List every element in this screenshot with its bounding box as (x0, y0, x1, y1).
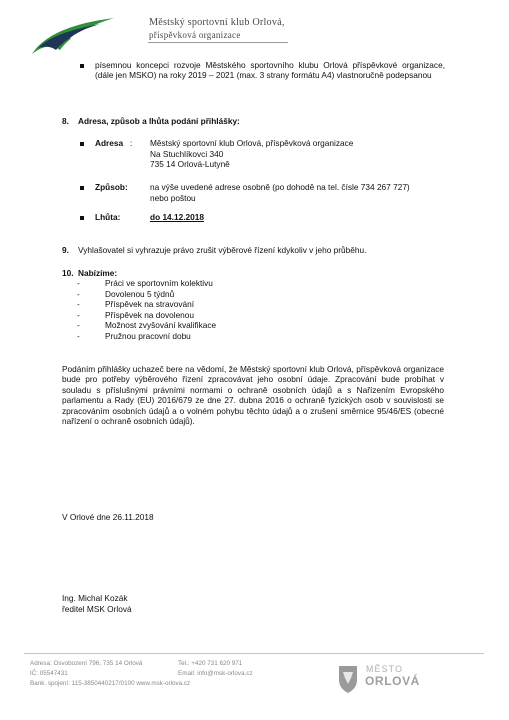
footer-email: Email: info@msk-orlova.cz (178, 670, 253, 677)
list-item-dash: - (77, 330, 80, 341)
org-name-line2: příspěvková organizace (149, 30, 241, 40)
city-coat-of-arms-icon (336, 664, 360, 694)
signatory-role: ředitel MSK Orlová (62, 604, 132, 614)
section10-number: 10. (62, 268, 74, 278)
city-logo-top: MĚSTO (366, 664, 404, 674)
list-item-dash: - (77, 309, 80, 320)
list-item: Dovolenou 5 týdnů (105, 288, 175, 299)
address-line-3: 735 14 Orlová-Lutyně (150, 159, 230, 169)
section10-title: Nabízíme: (78, 268, 118, 278)
bullet-icon (80, 186, 84, 190)
header (0, 0, 509, 56)
club-logo-icon (30, 14, 116, 58)
place-date: V Orlové dne 26.11.2018 (62, 512, 154, 522)
org-name-line1: Městský sportovní klub Orlová, (149, 17, 285, 28)
bullet-icon (80, 64, 84, 68)
footer-address: Adresa: Osvobození 796, 735 14 Orlová (30, 660, 143, 667)
bullet-icon (80, 216, 84, 220)
address-line-1: Městský sportovní klub Orlová, příspěvková organizace (150, 138, 354, 148)
deadline-label: Lhůta: (95, 212, 121, 222)
footer-rule (24, 653, 484, 654)
list-item: Práci ve sportovním kolektivu (105, 278, 213, 288)
signatory-name: Ing. Michal Kozák (62, 593, 128, 603)
list-item-dash: - (77, 299, 80, 309)
list-item-dash: - (77, 320, 80, 330)
bullet-icon (80, 142, 84, 146)
deadline-value: do 14.12.2018 (150, 212, 204, 222)
list-item: Příspěvek na stravování (105, 299, 195, 309)
method-line-2: nebo poštou (150, 192, 196, 203)
header-rule (148, 42, 288, 43)
top-bullet-text: písemnou koncepci rozvoje Městského sportovního klubu Orlová příspěvkové organizace, (dále jen MSKO) na roky 2019 – 2021 (max. 3 strany formátu A4) vlastnoručně podepsanou (95, 60, 445, 81)
list-item: Pružnou pracovní dobu (105, 330, 191, 341)
section9-number: 9. (62, 245, 69, 255)
section8-title: Adresa, způsob a lhůta podání přihlášky: (78, 116, 240, 126)
list-item-dash: - (77, 278, 80, 288)
section8-number: 8. (62, 116, 69, 126)
section9-text: Vyhlašovatel si vyhrazuje právo zrušit výběrové řízení kdykoliv v jeho průběhu. (78, 245, 367, 255)
city-logo-bottom: ORLOVÁ (365, 674, 420, 688)
footer-bank: Bank. spojení: 115-3850440217/0100 www.msk-orlova.cz (30, 680, 191, 687)
list-item: Příspěvek na dovolenou (105, 309, 195, 320)
address-label: Adresa (95, 138, 124, 148)
address-colon: : (130, 138, 133, 148)
method-line-1: na výše uvedené adrese osobně (po dohodě na tel. čísle 734 267 727) (150, 182, 410, 192)
footer (0, 656, 509, 706)
gdpr-paragraph: Podáním přihlášky uchazeč bere na vědomí, že Městský sportovní klub Orlová, příspěvková organizace bude pro potřeby výběrového řízení zpracovávat jeho osobní údaje. Zpracování bude probíhat v souladu s příslušnými právními normami o ochraně osobních údajů a s Nařízením Evropského parlamentu a Rady (EU) 2016/679 ze dne 27. dubna 2016 o ochraně fyzických osob v souvislosti se zpracováním osobních údajů a o volném pohybu těchto údajů a o zrušení směrnice 95/46/ES (obecné nařízení o ochraně osobních údajů). (62, 364, 444, 427)
footer-tel: Tel.: +420 731 620 971 (178, 660, 243, 667)
list-item: Možnost zvyšování kvalifikace (105, 320, 217, 330)
list-item-dash: - (77, 288, 80, 299)
method-label: Způsob: (95, 182, 128, 192)
footer-ic: IČ: 05547431 (30, 670, 68, 677)
address-line-2: Na Stuchlíkovci 340 (150, 148, 224, 159)
